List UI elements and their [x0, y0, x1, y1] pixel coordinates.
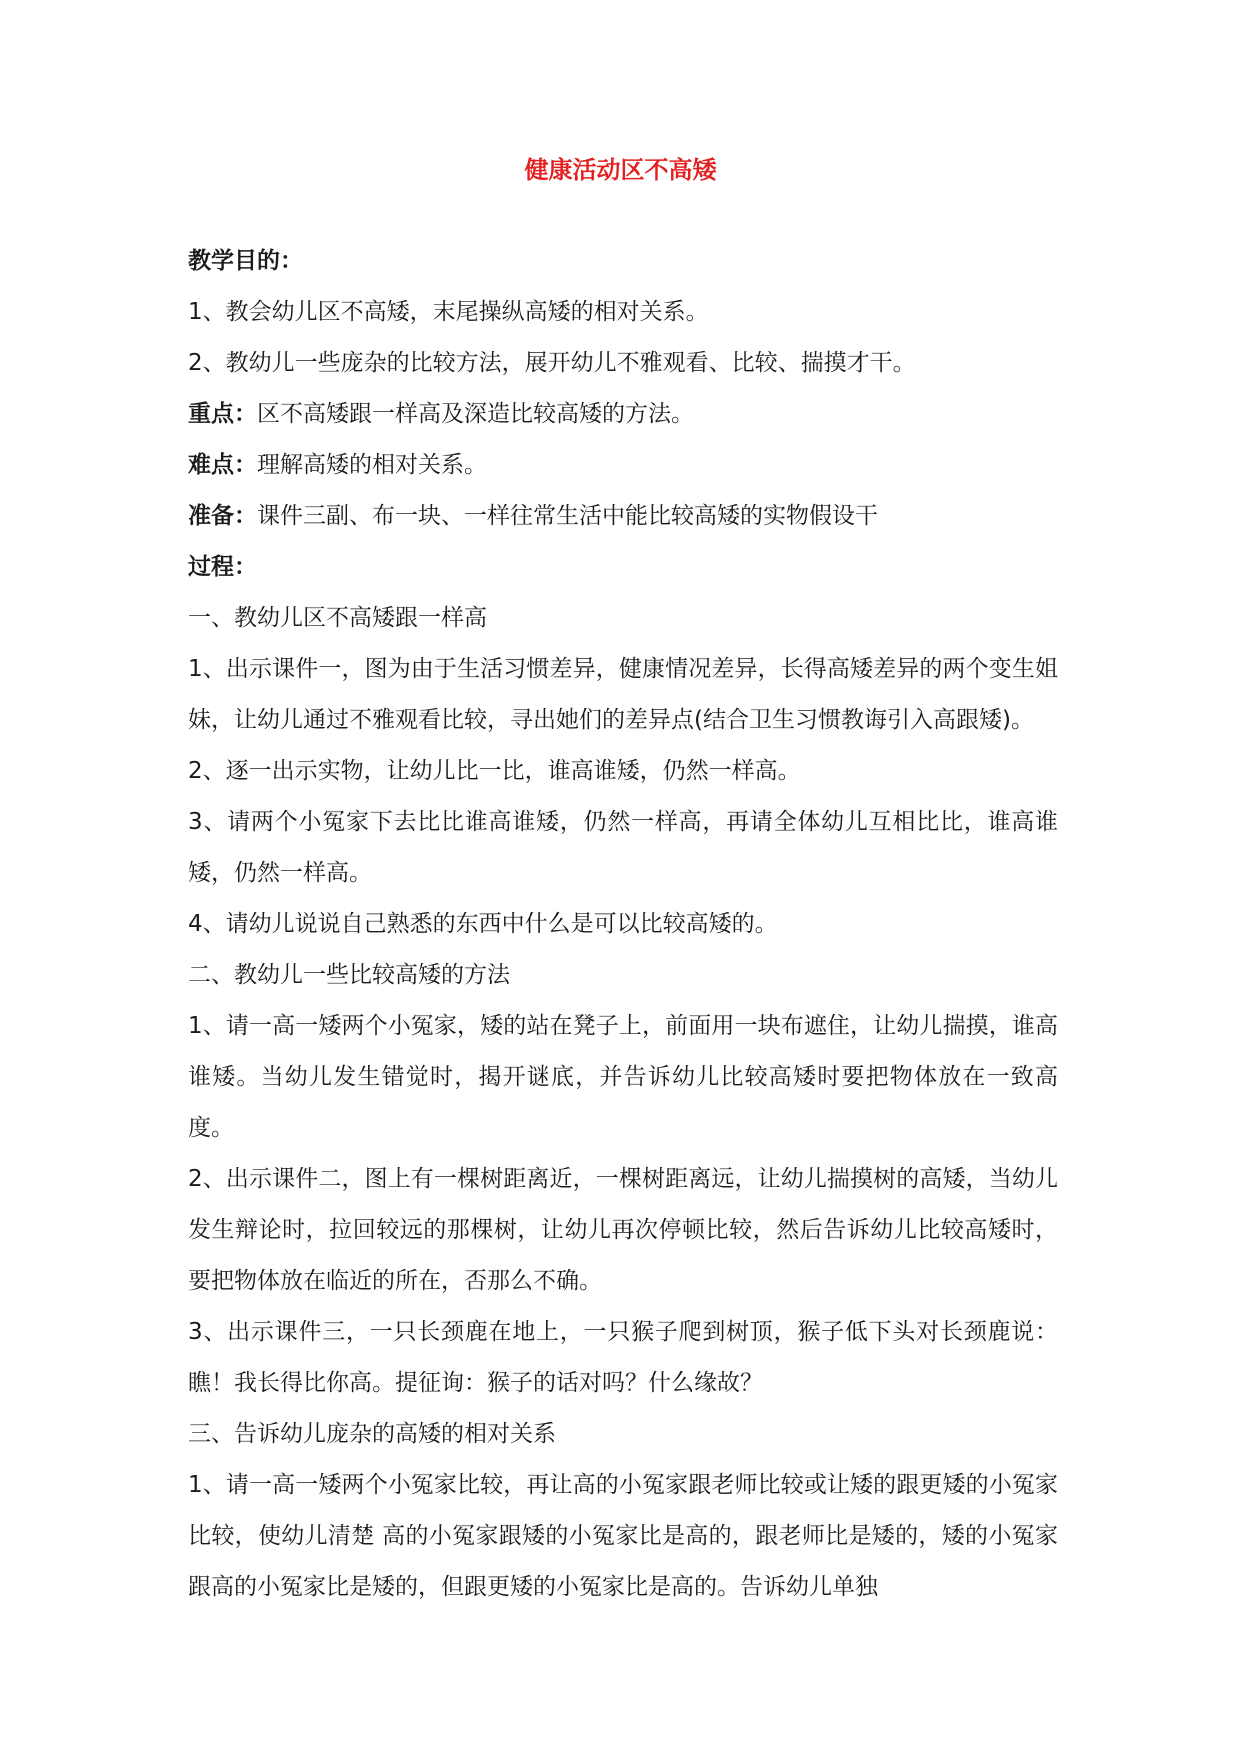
part1-item-1: 1、出示课件一，图为由于生活习惯差异，健康情况差异，长得高矮差异的两个变生姐妹，让幼儿通过不雅观看比较，寻出她们的差异点(结合卫生习惯教诲引入高跟矮)。	[188, 656, 1058, 733]
part1-heading: 一、教幼儿区不高矮跟一样高	[188, 605, 487, 631]
document-title: 健康活动区不高矮	[524, 156, 717, 184]
difficulty-label: 难点：	[188, 452, 257, 478]
part2-item-3: 3、出示课件三，一只长颈鹿在地上，一只猴子爬到树顶，猴子低下头对长颈鹿说：瞧！我长得比你高。提征询：猴子的话对吗？什么缘故？	[188, 1319, 1058, 1396]
key-point-text: 区不高矮跟一样高及深造比较高矮的方法。	[257, 401, 694, 427]
part1-item-4: 4、请幼儿说说自己熟悉的东西中什么是可以比较高矮的。	[188, 911, 778, 937]
preparation-label: 准备：	[188, 503, 257, 529]
part1-item-3: 3、请两个小冤家下去比比谁高谁矮，仍然一样高，再请全体幼儿互相比比，谁高谁矮，仍然一样高。	[188, 809, 1058, 886]
key-point-label: 重点：	[188, 401, 257, 427]
document-body	[188, 236, 1058, 1613]
objective-item-1: 1、教会幼儿区不高矮，末尾操纵高矮的相对关系。	[188, 299, 709, 325]
part1-item-2: 2、逐一出示实物，让幼儿比一比，谁高谁矮，仍然一样高。	[188, 758, 801, 784]
part3-heading: 三、告诉幼儿庞杂的高矮的相对关系	[188, 1421, 556, 1447]
part2-item-1: 1、请一高一矮两个小冤家，矮的站在凳子上，前面用一块布遮住，让幼儿揣摸，谁高谁矮。当幼儿发生错觉时，揭开谜底，并告诉幼儿比较高矮时要把物体放在一致高度。	[188, 1013, 1058, 1141]
process-heading: 过程：	[188, 554, 257, 580]
objectives-heading: 教学目的：	[188, 248, 303, 274]
part3-item-1: 1、请一高一矮两个小冤家比较，再让高的小冤家跟老师比较或让矮的跟更矮的小冤家比较，使幼儿清楚 高的小冤家跟矮的小冤家比是高的，跟老师比是矮的，矮的小冤家跟高的小冤家比是矮的，但跟更矮的小冤家比是高的。告诉幼儿单独	[188, 1472, 1058, 1600]
difficulty-text: 理解高矮的相对关系。	[257, 452, 487, 478]
difficulty-line	[188, 440, 1058, 491]
key-point-line	[188, 389, 1058, 440]
preparation-line	[188, 491, 1058, 542]
preparation-text: 课件三副、布一块、一样往常生活中能比较高矮的实物假设干	[257, 503, 878, 529]
part2-item-2: 2、出示课件二，图上有一棵树距离近，一棵树距离远，让幼儿揣摸树的高矮，当幼儿发生辩论时，拉回较远的那棵树，让幼儿再次停顿比较，然后告诉幼儿比较高矮时，要把物体放在临近的所在，否那么不确。	[188, 1166, 1058, 1294]
objective-item-2: 2、教幼儿一些庞杂的比较方法，展开幼儿不雅观看、比较、揣摸才干。	[188, 350, 916, 376]
part2-heading: 二、教幼儿一些比较高矮的方法	[188, 962, 510, 988]
